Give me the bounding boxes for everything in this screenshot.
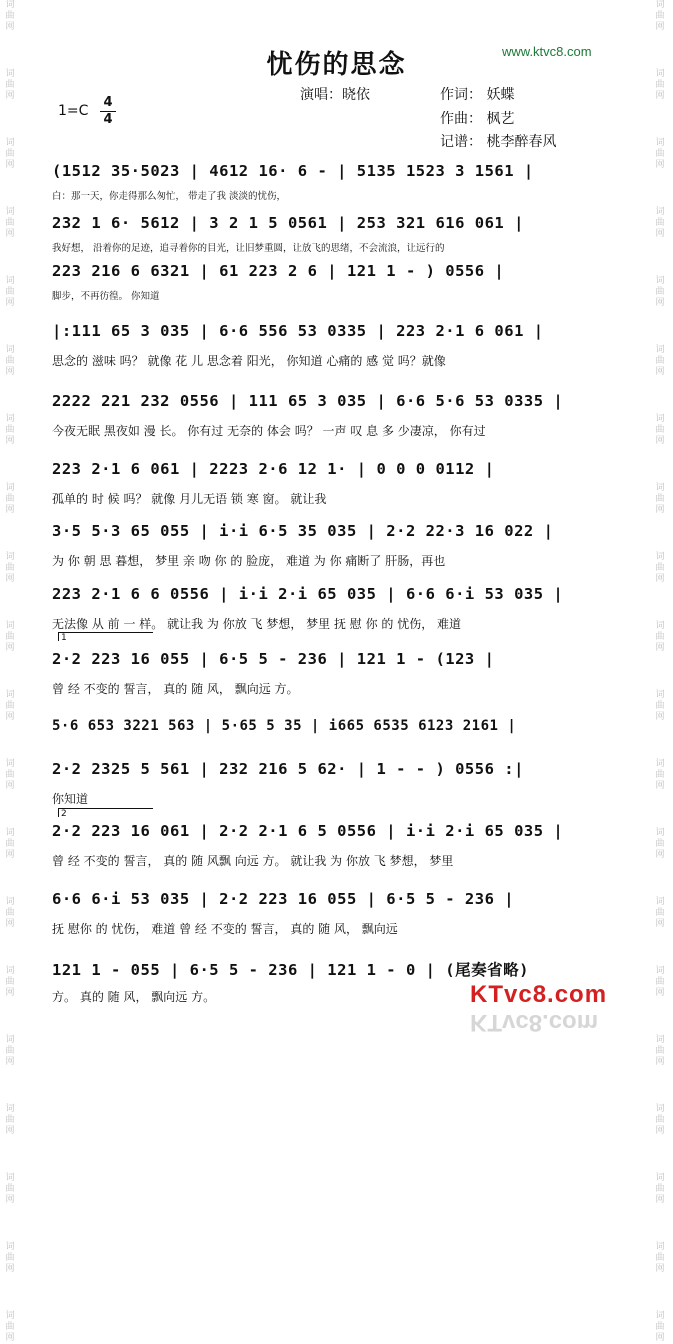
lyric-row: 白：那一天，你走得那么匆忙， 带走了我 淡淡的忧伤， bbox=[52, 191, 287, 202]
watermark-text: 词 曲 网 bbox=[655, 69, 665, 101]
watermark-text: 词 曲 网 bbox=[5, 276, 15, 308]
notation-row: 2·2 2325 5 561 | 232 216 5 62· | 1 - - ) 0556 :| bbox=[52, 760, 524, 778]
song-title: 忧伤的思念 bbox=[266, 50, 407, 80]
notation-row: |:111 65 3 035 | 6·6 556 53 0335 | 223 2·1 6 061 | bbox=[52, 322, 544, 340]
watermark-text: 词 曲 网 bbox=[655, 138, 665, 170]
notation-row: 223 2·1 6 6 0556 | i·i 2·i 65 035 | 6·6 6·i 53 035 | bbox=[52, 585, 564, 603]
watermark-text: 词 曲 网 bbox=[5, 966, 15, 998]
watermark-text: 词 曲 网 bbox=[655, 483, 665, 515]
site-url[interactable]: www.ktvc8.com bbox=[502, 44, 592, 59]
watermark-text: 词 曲 网 bbox=[5, 345, 15, 377]
lyric-row: 曾 经 不变的 誓言， 真的 随 风飘 向远 方。 就让我 为 你放 飞 梦想， 梦里 bbox=[52, 854, 454, 868]
watermark-text: 词 曲 网 bbox=[5, 552, 15, 584]
watermark-text: 词 曲 网 bbox=[5, 138, 15, 170]
notation-row: 223 2·1 6 061 | 2223 2·6 12 1· | 0 0 0 0112 | bbox=[52, 460, 495, 478]
watermark-text: 词 曲 网 bbox=[5, 690, 15, 722]
watermark-text: 词 曲 网 bbox=[655, 1173, 665, 1205]
watermark-text: 词 曲 网 bbox=[5, 621, 15, 653]
watermark-text: 词 曲 网 bbox=[655, 966, 665, 998]
volta-second-ending: 2 bbox=[58, 808, 153, 817]
watermark-text: 词 曲 网 bbox=[655, 897, 665, 929]
watermark-text: 词 曲 网 bbox=[655, 207, 665, 239]
lyric-row: 我好想， 沿着你的足迹，追寻着你的目光，让旧梦重圆，让放飞的思绪，不会流浪，让远行的 bbox=[52, 243, 445, 254]
watermark-text: 词 曲 网 bbox=[655, 0, 665, 32]
lyric-row: 你知道 bbox=[52, 792, 89, 806]
notation-row: 2·2 223 16 055 | 6·5 5 - 236 | 121 1 - (123 | bbox=[52, 650, 495, 668]
watermark-text: 词 曲 网 bbox=[655, 1035, 665, 1067]
watermark-text: 词 曲 网 bbox=[655, 759, 665, 791]
watermark-text: 词 曲 网 bbox=[655, 552, 665, 584]
watermark-text: 词 曲 网 bbox=[655, 828, 665, 860]
notation-row: 2222 221 232 0556 | 111 65 3 035 | 6·6 5·6 53 0335 | bbox=[52, 392, 564, 410]
notation-row: 6·6 6·i 53 035 | 2·2 223 16 055 | 6·5 5 - 236 | bbox=[52, 890, 515, 908]
lyric-row: 孤单的 时 候 吗？ 就像 月儿无语 锁 寒 窗。 就让我 bbox=[52, 492, 327, 506]
lyric-row: 曾 经 不变的 誓言， 真的 随 风， 飘向远 方。 bbox=[52, 682, 299, 696]
lyric-row: 今夜无眠 黑夜如 漫 长。 你有过 无奈的 体会 吗？ 一声 叹 息 多 少凄凉， 你有过 bbox=[52, 424, 486, 438]
time-signature-bottom: 4 bbox=[103, 112, 113, 127]
lyricist-credit: 作词： 妖蝶 bbox=[440, 87, 515, 103]
composer-credit: 作曲： 枫艺 bbox=[440, 111, 515, 127]
watermark-text: 词 曲 网 bbox=[5, 1242, 15, 1274]
watermark-text: 词 曲 网 bbox=[655, 1311, 665, 1343]
watermark-text: 词 曲 网 bbox=[655, 1104, 665, 1136]
lyric-row: 方。 真的 随 风， 飘向远 方。 bbox=[52, 990, 216, 1004]
watermark-text: 词 曲 网 bbox=[655, 1242, 665, 1274]
lyric-row: 思念的 滋味 吗？ 就像 花 儿 思念着 阳光， 你知道 心痛的 感 觉 吗？就像 bbox=[52, 354, 446, 368]
volta-first-ending: 1 bbox=[58, 632, 153, 641]
transcriber-credit: 记谱： 桃李醉春风 bbox=[440, 134, 557, 150]
watermark-text: 词 曲 网 bbox=[655, 276, 665, 308]
watermark-text: 词 曲 网 bbox=[5, 69, 15, 101]
watermark-text: 词 曲 网 bbox=[655, 690, 665, 722]
watermark-text: 词 曲 网 bbox=[5, 759, 15, 791]
watermark-text: 词 曲 网 bbox=[5, 828, 15, 860]
watermark-text: 词 曲 网 bbox=[5, 1311, 15, 1343]
watermark-text: 词 曲 网 bbox=[5, 1104, 15, 1136]
ktvc8-logo-reflection: KTvc8.com bbox=[470, 1009, 599, 1036]
watermark-text: 词 曲 网 bbox=[655, 345, 665, 377]
watermark-right bbox=[653, 0, 667, 1343]
watermark-text: 词 曲 网 bbox=[5, 414, 15, 446]
lyric-row: 脚步，不再彷徨。 你知道 bbox=[52, 291, 160, 302]
lyric-row: 抚 慰你 的 忧伤， 难道 曾 经 不变的 誓言， 真的 随 风， 飘向远 bbox=[52, 922, 398, 936]
watermark-text: 词 曲 网 bbox=[5, 483, 15, 515]
watermark-text: 词 曲 网 bbox=[5, 897, 15, 929]
singer-credit: 演唱：晓依 bbox=[300, 87, 370, 103]
time-signature bbox=[100, 96, 116, 127]
watermark-text: 词 曲 网 bbox=[655, 621, 665, 653]
notation-row: 223 216 6 6321 | 61 223 2 6 | 121 1 - ) 0556 | bbox=[52, 262, 505, 280]
notation-row: 2·2 223 16 061 | 2·2 2·1 6 5 0556 | i·i 2·i 65 035 | bbox=[52, 822, 564, 840]
time-signature-top: 4 bbox=[103, 95, 113, 110]
watermark-text: 词 曲 网 bbox=[5, 1035, 15, 1067]
notation-row: 121 1 - 055 | 6·5 5 - 236 | 121 1 - 0 | (尾奏省略) bbox=[52, 961, 529, 979]
watermark-text: 词 曲 网 bbox=[655, 414, 665, 446]
notation-row: 232 1 6· 5612 | 3 2 1 5 0561 | 253 321 616 061 | bbox=[52, 214, 524, 232]
notation-row: 3·5 5·3 65 055 | i·i 6·5 35 035 | 2·2 22·3 16 022 | bbox=[52, 522, 554, 540]
watermark-text: 词 曲 网 bbox=[5, 207, 15, 239]
lyric-row: 无法像 从 前 一 样。 就让我 为 你放 飞 梦想， 梦里 抚 慰 你 的 忧伤， 难道 bbox=[52, 617, 462, 631]
watermark-text: 词 曲 网 bbox=[5, 0, 15, 32]
watermark-left bbox=[3, 0, 17, 1343]
notation-row: 5·6 653 3221 563 | 5·65 5 35 | i665 6535 6123 2161 | bbox=[52, 718, 517, 734]
lyric-row: 为 你 朝 思 暮想， 梦里 亲 吻 你 的 脸庞， 难道 为 你 痛断了 肝肠，再也 bbox=[52, 554, 446, 568]
watermark-text: 词 曲 网 bbox=[5, 1173, 15, 1205]
notation-row: (1512 35·5023 | 4612 16· 6 - | 5135 1523 3 1561 | bbox=[52, 162, 534, 180]
ktvc8-logo: KTvc8.com bbox=[470, 981, 608, 1008]
key-signature: 1=C bbox=[58, 103, 89, 119]
